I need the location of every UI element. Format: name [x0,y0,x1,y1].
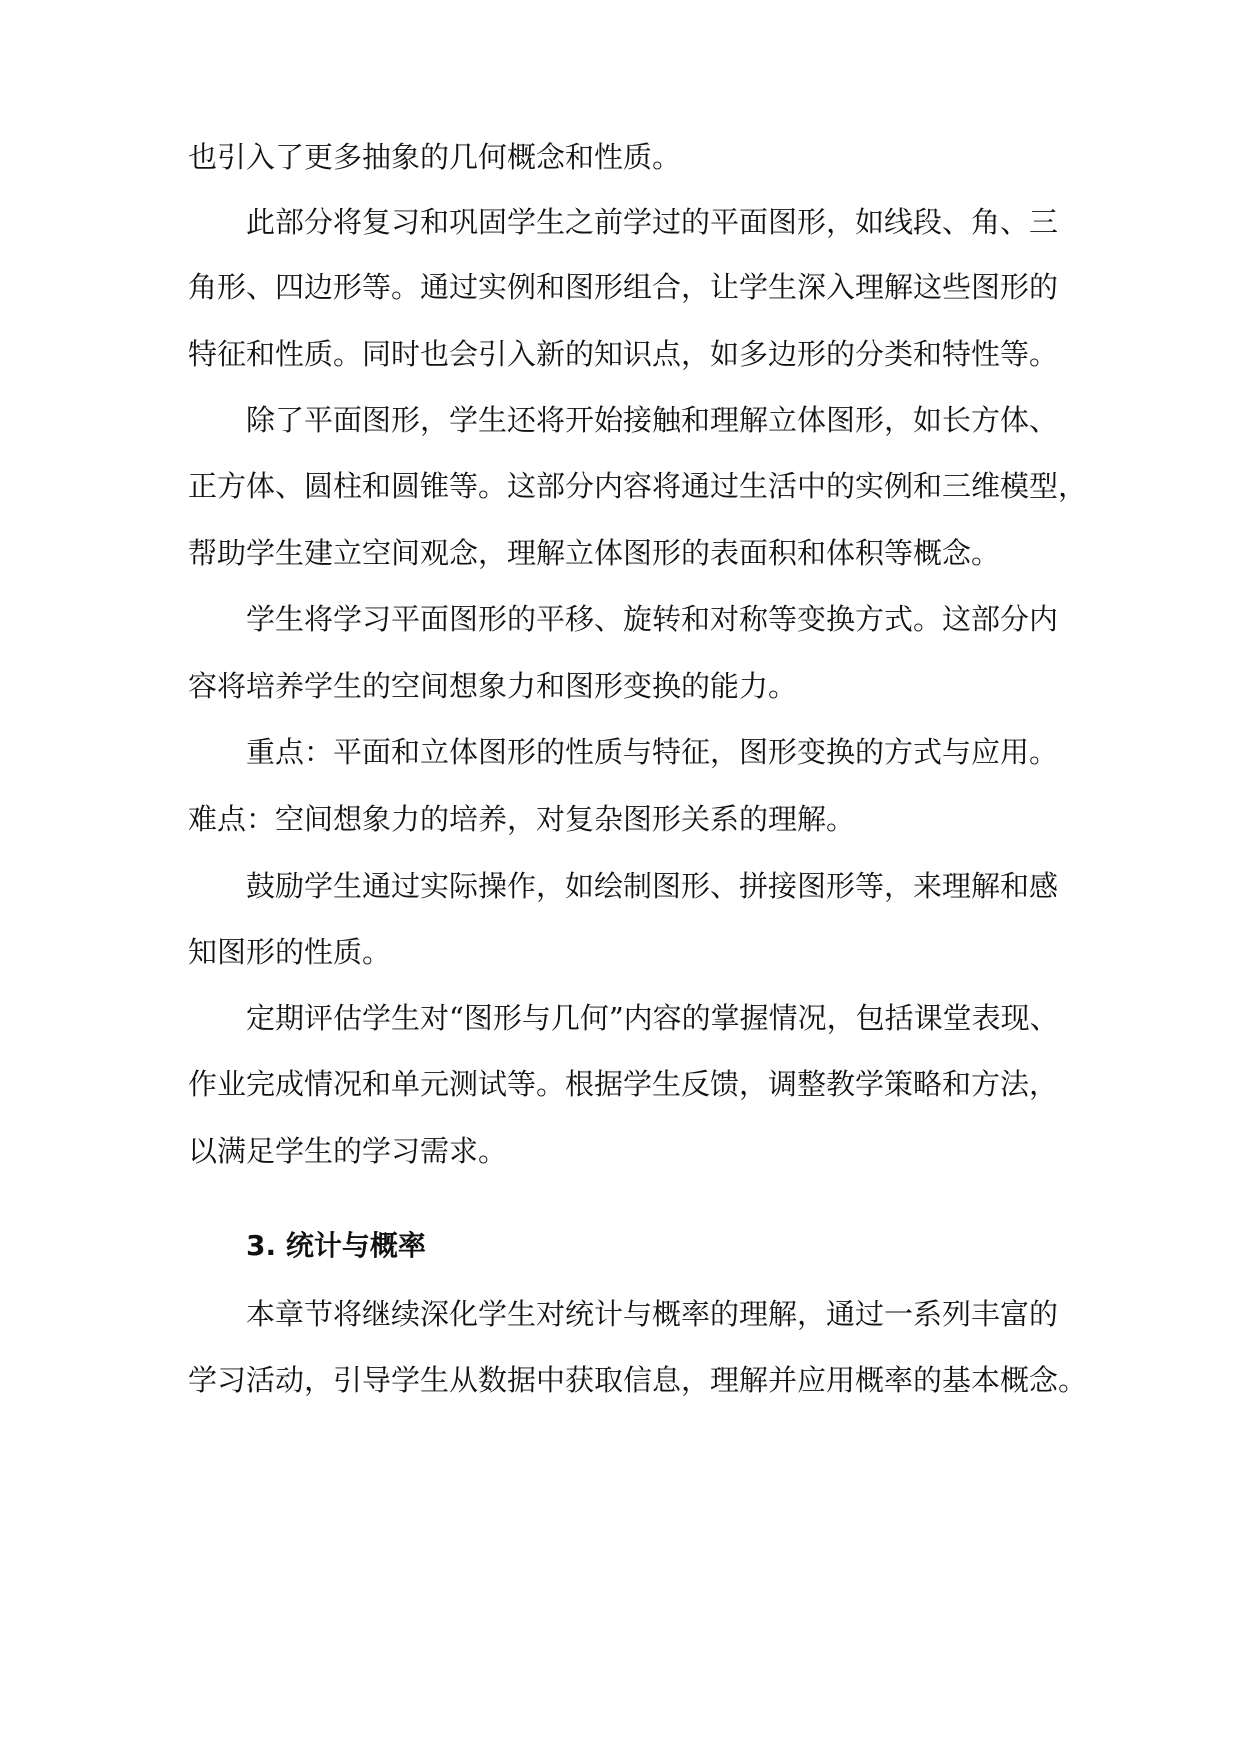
section-heading: 3. 统计与概率 [246,1229,426,1262]
text-line: 特征和性质。同时也会引入新的知识点，如多边形的分类和特性等。 [188,337,1059,371]
paragraph-line: 本章节将继续深化学生对统计与概率的理解，通过一系列丰富的 [246,1297,1059,1331]
paragraph-line: 鼓励学生通过实际操作，如绘制图形、拼接图形等，来理解和感 [246,869,1059,903]
difficulty-line: 难点：空间想象力的培养，对复杂图形关系的理解。 [188,802,856,836]
text-line: 知图形的性质。 [188,935,392,969]
text-line: 作业完成情况和单元测试等。根据学生反馈，调整教学策略和方法， [188,1067,1059,1101]
paragraph-line: 学生将学习平面图形的平移、旋转和对称等变换方式。这部分内 [246,602,1059,636]
key-point-line: 重点：平面和立体图形的性质与特征，图形变换的方式与应用。 [246,735,1059,769]
text-line: 容将培养学生的空间想象力和图形变换的能力。 [188,669,798,703]
text-line: 帮助学生建立空间观念，理解立体图形的表面积和体积等概念。 [188,536,1001,570]
text-line: 学习活动，引导学生从数据中获取信息，理解并应用概率的基本概念。 [188,1363,1088,1397]
text-line: 正方体、圆柱和圆锥等。这部分内容将通过生活中的实例和三维模型， [188,469,1088,503]
text-line: 角形、四边形等。通过实例和图形组合，让学生深入理解这些图形的 [188,270,1059,304]
text-line: 以满足学生的学习需求。 [188,1134,508,1168]
paragraph-line: 此部分将复习和巩固学生之前学过的平面图形，如线段、角、三 [246,205,1059,239]
paragraph-line: 除了平面图形，学生还将开始接触和理解立体图形，如长方体、 [246,403,1059,437]
text-line: 也引入了更多抽象的几何概念和性质。 [188,140,682,174]
paragraph-line: 定期评估学生对“图形与几何”内容的掌握情况，包括课堂表现、 [246,1001,1059,1035]
